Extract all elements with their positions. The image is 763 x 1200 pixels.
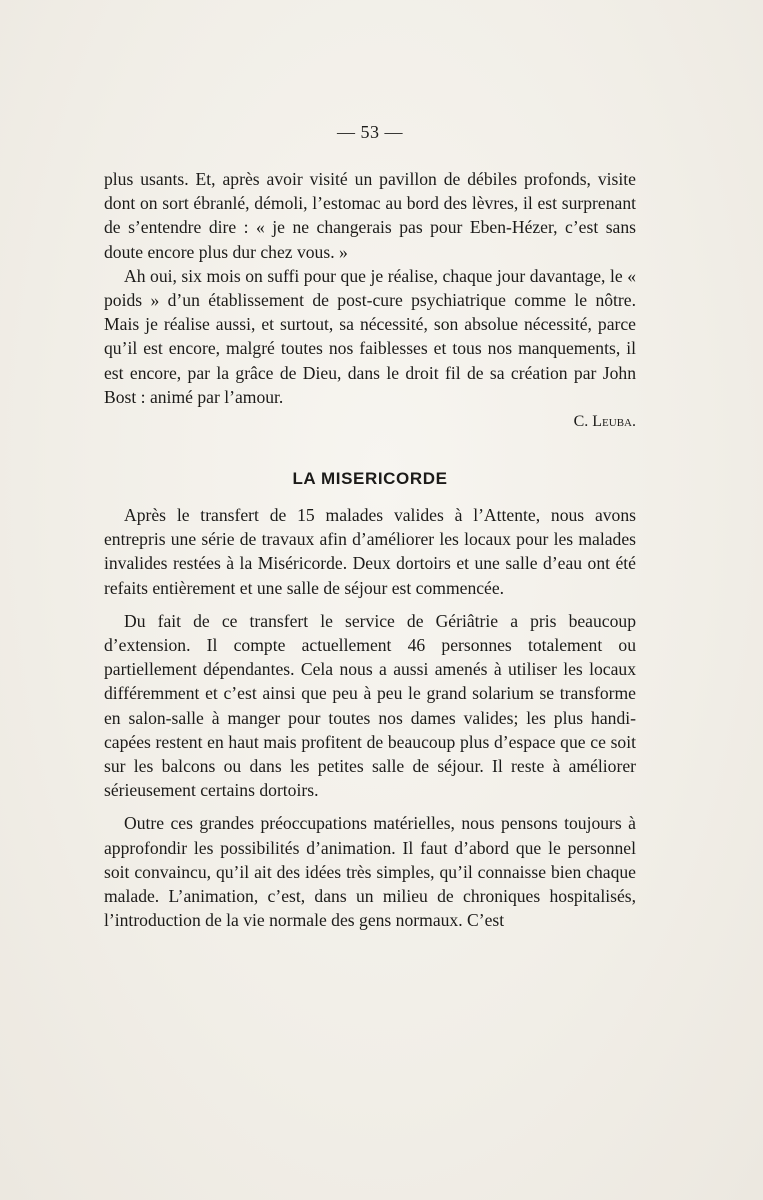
document-page bbox=[104, 122, 636, 932]
letter-signature bbox=[104, 411, 636, 433]
letter-paragraph-2: Ah oui, six mois on suffi pour que je réalise, chaque jour davantage, le « poids » d’un établissement de post-cure psychiatrique comme le nôtre. Mais je réalise aussi, et surtout, sa nécessité, son absolue nécessité, parce qu’il est encore, malgré toutes nos faiblesses et tous nos manquements, il est encore, par la grâce de Dieu, dans le droit fil de sa création par John Bost : animé par l’amour. bbox=[104, 265, 636, 407]
page-number: — 53 — bbox=[337, 122, 403, 142]
signature-name: C. Leuba. bbox=[573, 413, 636, 431]
section-paragraph-1: Après le transfert de 15 malades valides à l’Attente, nous avons entrepris une série de travaux afin d’améliorer les locaux pour les malades invalides restées à la Miséricorde. Deux dortoirs et une salle d’eau ont été refaits entièrement et une salle de séjour est commencée. bbox=[104, 505, 636, 598]
section-paragraph-3: Outre ces grandes préoccupations matérielles, nous pensons toujours à approfondir les possibilités d’animation. Il faut d’abord que le personnel soit convaincu, qu’il ait des idées très simples, qu’il connaisse bien chaque malade. L’animation, c’est, dans un milieu de chroniques hospitalisés, l’introduction de la vie normale des gens normaux. C’est bbox=[104, 813, 636, 931]
letter-paragraph-1: plus usants. Et, après avoir visité un pavillon de débiles profonds, visite dont on sort ébranlé, démoli, l’estomac au bord des lèvres, il est surprenant de s’entendre dire : « je ne changerais pas pour Eben-Hézer, c’est sans doute encore plus dur chez vous. » bbox=[104, 169, 636, 262]
section-paragraph-2: Du fait de ce transfert le service de Gériâtrie a pris beaucoup d’extension. Il compte actuellement 46 personnes totalement ou partiellement dépendantes. Cela nous a aussi amenés à utiliser les locaux différemment et c’est ainsi que peu à peu le grand solarium se transforme en salon-salle à manger pour toutes nos dames valides; les plus handicapées restent en haut mais profitent de beaucoup plus d’espace que ce soit sur les balcons ou dans les petites salle de séjour. Il reste à améliorer sérieusement certains dortoirs. bbox=[104, 610, 636, 801]
section-title: LA MISERICORDE bbox=[292, 469, 448, 489]
